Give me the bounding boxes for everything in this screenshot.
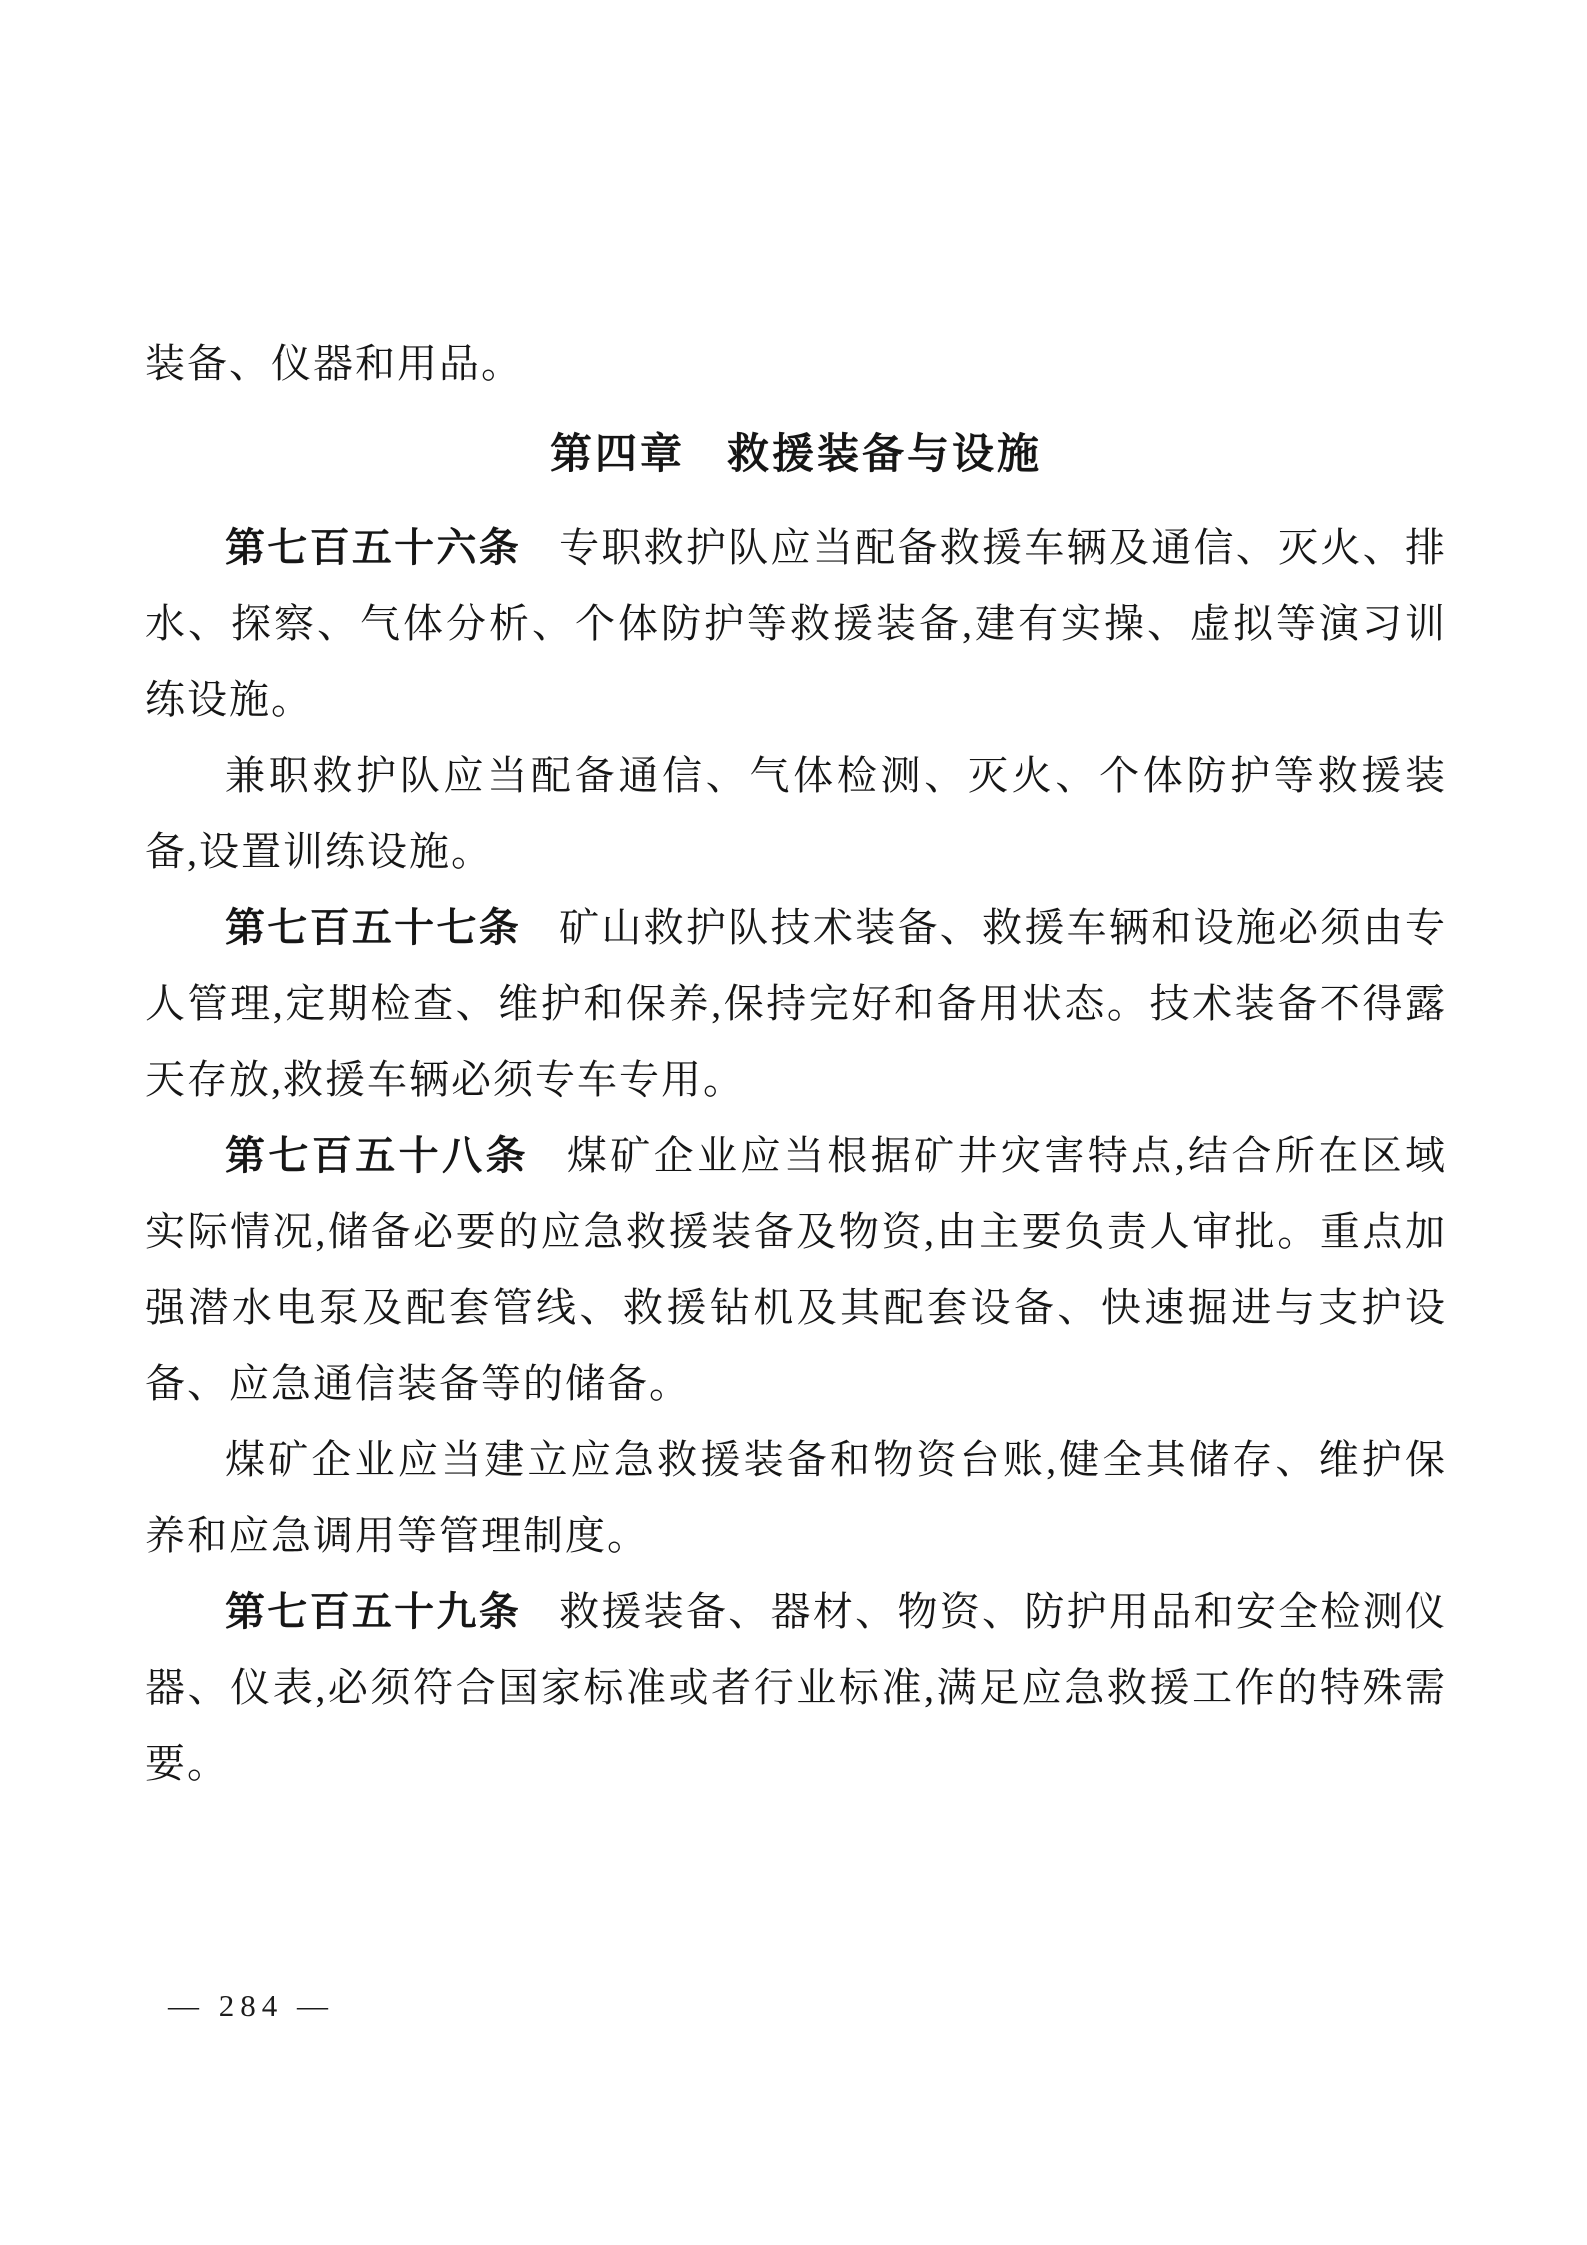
chapter-title: 救援装备与设施 [727, 430, 1043, 477]
article-text: 煤矿企业应当建立应急救援装备和物资台账,健全其储存、维护保养和应急调用等管理制度。 [145, 1437, 1447, 1558]
chapter-heading [145, 416, 1447, 492]
page-footer [168, 1988, 334, 2024]
paragraph-continuation: 装备、仪器和用品。 [145, 341, 523, 386]
article-paragraph [145, 738, 1447, 890]
article-number: 第七百五十八条 [225, 1134, 529, 1178]
article-text: 矿山救护队技术装备、救援车辆和设施必须由专人管理,定期检查、维护和保养,保持完好和备用状态。技术装备不得露天存放,救援车辆必须专车专用。 [145, 905, 1448, 1102]
article-number: 第七百五十七条 [225, 906, 522, 950]
article-number: 第七百五十六条 [225, 526, 522, 570]
page-number: — 284 — [168, 1988, 334, 2023]
article-number: 第七百五十九条 [225, 1590, 522, 1634]
article-paragraph [145, 1574, 1447, 1802]
article-paragraph [145, 890, 1447, 1118]
article-paragraph [145, 1118, 1447, 1422]
article-text: 救援装备、器材、物资、防护用品和安全检测仪器、仪表,必须符合国家标准或者行业标准,满足应急救援工作的特殊需要。 [145, 1589, 1448, 1786]
article-paragraph [145, 1422, 1447, 1574]
article-text: 专职救护队应当配备救援车辆及通信、灭火、排水、探察、气体分析、个体防护等救援装备,建有实操、虚拟等演习训练设施。 [145, 525, 1448, 722]
article-text: 兼职救护队应当配备通信、气体检测、灭火、个体防护等救援装备,设置训练设施。 [145, 753, 1447, 874]
page-content [145, 326, 1447, 1802]
chapter-number: 第四章 [549, 430, 685, 477]
article-text: 煤矿企业应当根据矿井灾害特点,结合所在区域实际情况,储备必要的应急救援装备及物资,由主要负责人审批。重点加强潜水电泵及配套管线、救援钻机及其配套设备、快速掘进与支护设备、应急通信装备等的储备。 [145, 1133, 1448, 1406]
article-paragraph [145, 510, 1447, 738]
